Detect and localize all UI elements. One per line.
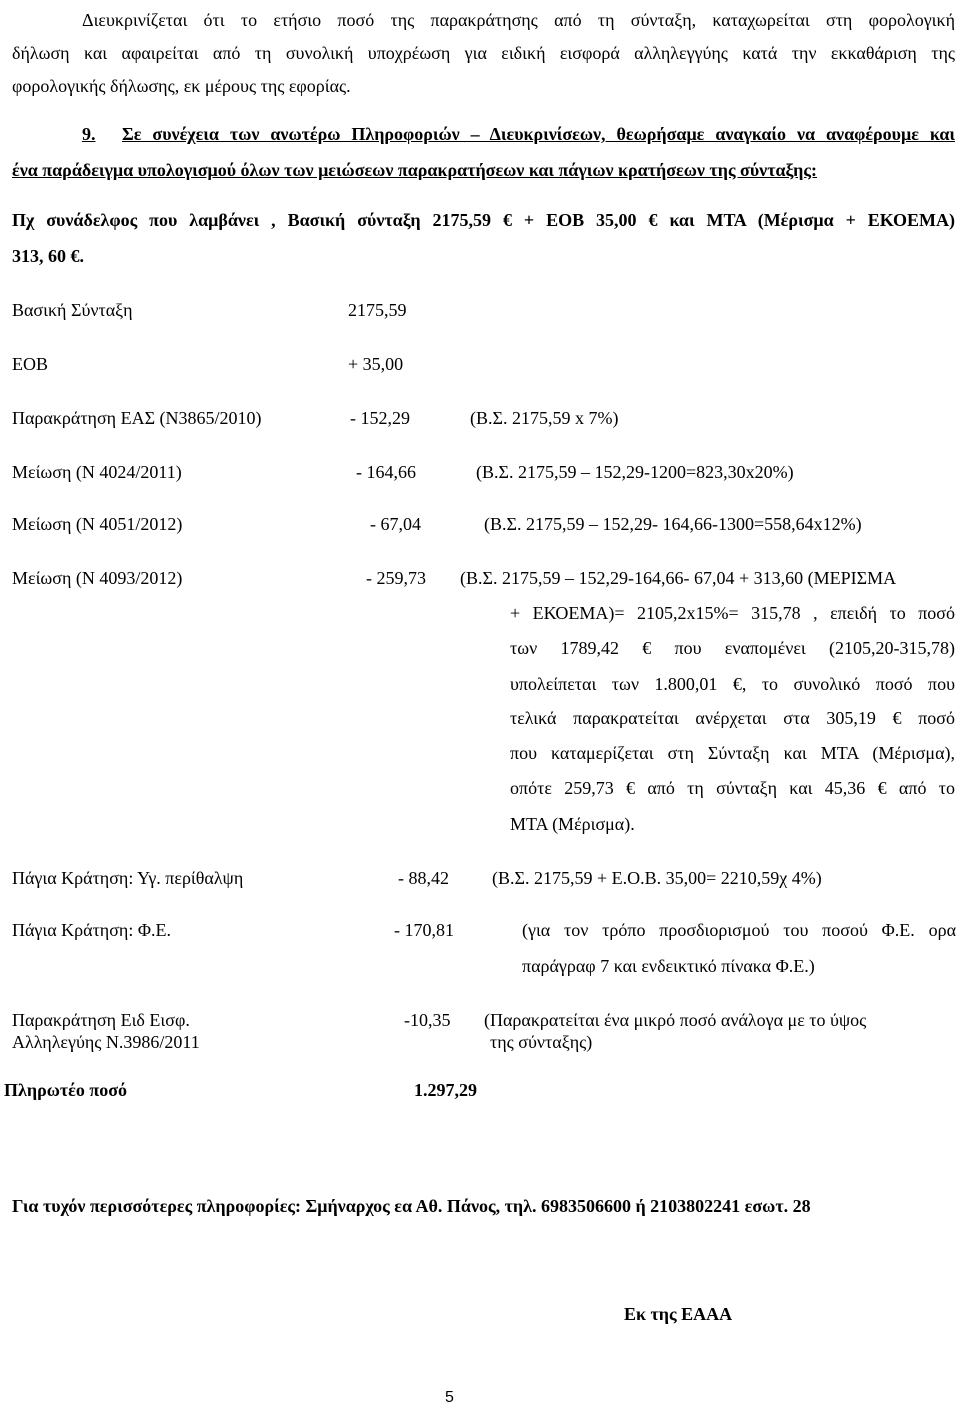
row-m4093-note-3: των 1789,42 € που εναπομένει (2105,20-315,78) bbox=[510, 638, 955, 658]
row-m4093-note-6: που καταμερίζεται στη Σύνταξη και ΜΤΑ (Μέρισμα), bbox=[510, 743, 955, 763]
row-health-value: - 88,42 bbox=[398, 868, 449, 888]
row-m4024-note: (Β.Σ. 2175,59 – 152,29-1200=823,30x20%) bbox=[476, 462, 794, 482]
total-label: Πληρωτέο ποσό bbox=[4, 1080, 127, 1100]
row-m4093-note-1: (Β.Σ. 2175,59 – 152,29-164,66- 67,04 + 313,60 (ΜΕΡΙΣΜΑ bbox=[460, 568, 897, 588]
point9-line-1: Σε συνέχεια των ανωτέρω Πληροφοριών – Διευκρινίσεων, θεωρήσαμε αναγκαίο να αναφέρουμε και bbox=[122, 124, 955, 144]
row-m4024-label: Μείωση (Ν 4024/2011) bbox=[12, 462, 182, 482]
intro-line-2: δήλωση και αφαιρείται από τη συνολική υποχρέωση για ειδική εισφορά αλληλεγγύης κατά την εκκαθάριση της bbox=[12, 43, 955, 63]
contact-info: Για τυχόν περισσότερες πληροφορίες: Σμήναρχος εα Αθ. Πάνος, τηλ. 6983506600 ή 2103802241 εσωτ. 28 bbox=[12, 1196, 811, 1216]
intro-line-1: Διευκρινίζεται ότι το ετήσιο ποσό της παρακράτησης από τη σύνταξη, καταχωρείται στη φορολογική bbox=[82, 10, 955, 30]
row-eas-value: - 152,29 bbox=[350, 408, 410, 428]
row-fe-note-1: (για τον τρόπο προσδιορισμού του ποσού Φ.Ε. ορα bbox=[522, 920, 956, 940]
row-eob-value: + 35,00 bbox=[348, 354, 404, 374]
point-number: 9. bbox=[82, 124, 96, 144]
signature: Εκ της ΕΑΑΑ bbox=[624, 1304, 733, 1324]
row-health-note: (Β.Σ. 2175,59 + Ε.Ο.Β. 35,00= 2210,59χ 4%) bbox=[492, 868, 822, 888]
row-solidarity-note-1: (Παρακρατείται ένα μικρό ποσό ανάλογα με το ύψος bbox=[484, 1010, 867, 1030]
row-solidarity-label-2: Αλληλεγύης Ν.3986/2011 bbox=[12, 1032, 200, 1052]
row-eas-note: (Β.Σ. 2175,59 x 7%) bbox=[470, 408, 619, 428]
row-fe-label: Πάγια Κράτηση: Φ.Ε. bbox=[12, 920, 171, 940]
row-solidarity-label-1: Παρακράτηση Ειδ Εισφ. bbox=[12, 1010, 190, 1030]
example-line-2: 313, 60 €. bbox=[12, 246, 84, 266]
row-health-label: Πάγια Κράτηση: Υγ. περίθαλψη bbox=[12, 868, 244, 888]
row-m4093-note-7: οπότε 259,73 € από τη σύνταξη και 45,36 € από το bbox=[510, 778, 955, 798]
row-m4093-note-4: υπολείπεται των 1.800,01 €, το συνολικό ποσό που bbox=[510, 674, 955, 694]
example-line-1: Πχ συνάδελφος που λαμβάνει , Βασική σύνταξη 2175,59 € + ΕΟΒ 35,00 € και ΜΤΑ (Μέρισμα + ΕΚΟΕΜΑ) bbox=[12, 210, 955, 230]
row-m4024-value: - 164,66 bbox=[356, 462, 416, 482]
row-solidarity-value: -10,35 bbox=[404, 1010, 451, 1030]
row-eob-label: ΕΟΒ bbox=[12, 354, 48, 374]
row-m4051-label: Μείωση (Ν 4051/2012) bbox=[12, 514, 183, 534]
row-m4051-note: (Β.Σ. 2175,59 – 152,29- 164,66-1300=558,64x12%) bbox=[484, 514, 862, 534]
row-solidarity-note-2: της σύνταξης) bbox=[490, 1032, 593, 1052]
row-basic-label: Βασική Σύνταξη bbox=[12, 300, 133, 320]
row-m4093-note-8: ΜΤΑ (Μέρισμα). bbox=[510, 814, 635, 834]
intro-line-3: φορολογικής δήλωσης, εκ μέρους της εφορίας. bbox=[12, 76, 351, 96]
row-m4093-value: - 259,73 bbox=[366, 568, 426, 588]
row-m4093-label: Μείωση (Ν 4093/2012) bbox=[12, 568, 183, 588]
row-basic-value: 2175,59 bbox=[348, 300, 407, 320]
row-m4093-note-5: τελικά παρακρατείται ανέρχεται στα 305,19 € ποσό bbox=[510, 708, 955, 728]
row-fe-note-2: παράγραφ 7 και ενδεικτικό πίνακα Φ.Ε.) bbox=[522, 956, 815, 976]
row-m4093-note-2: + ΕΚΟΕΜΑ)= 2105,2x15%= 315,78 , επειδή το ποσό bbox=[510, 603, 955, 623]
point9-line-2: ένα παράδειγμα υπολογισμού όλων των μειώσεων παρακρατήσεων και πάγιων κρατήσεων της σύνταξης: bbox=[12, 160, 817, 180]
row-fe-value: - 170,81 bbox=[394, 920, 454, 940]
page-number: 5 bbox=[445, 1389, 454, 1406]
row-eas-label: Παρακράτηση ΕΑΣ (Ν3865/2010) bbox=[12, 408, 262, 428]
total-value: 1.297,29 bbox=[414, 1080, 477, 1100]
row-m4051-value: - 67,04 bbox=[370, 514, 421, 534]
